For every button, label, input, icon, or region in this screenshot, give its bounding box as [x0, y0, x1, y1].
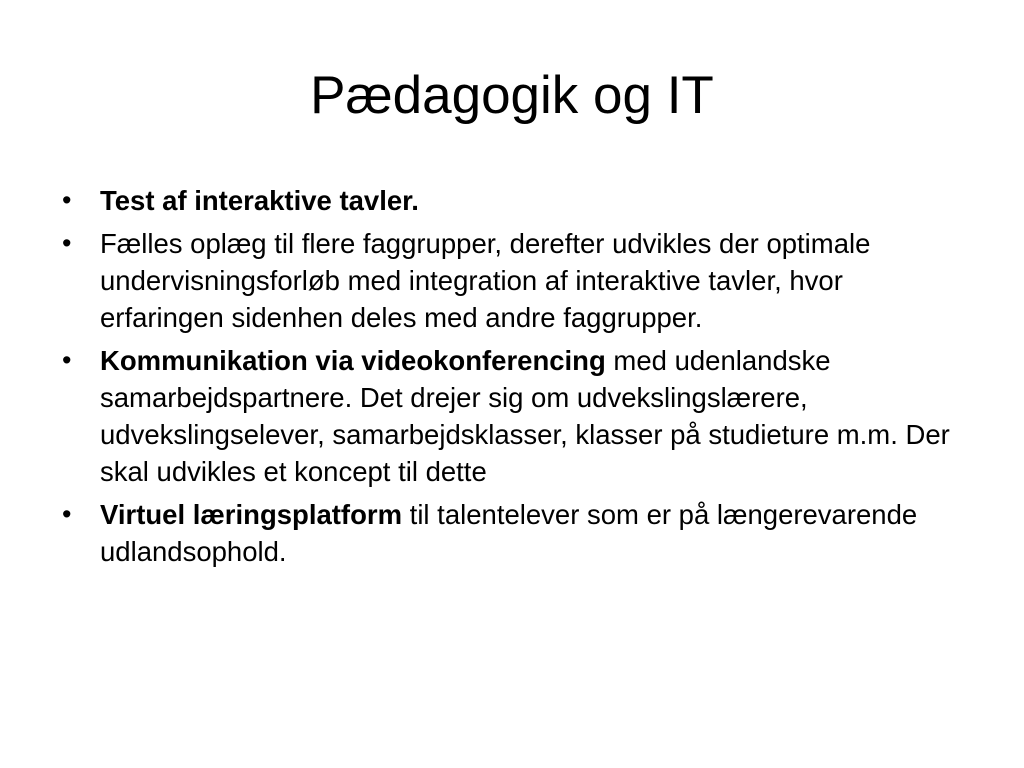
- bullet-item-3: [60, 342, 960, 490]
- bullet-item-1: [60, 182, 960, 219]
- bullet-list: [60, 182, 960, 576]
- bullet-bold-text: Test af interaktive tavler.: [100, 185, 419, 216]
- bullet-dot-icon: •: [62, 345, 72, 375]
- bullet-item-4: [60, 496, 960, 570]
- bullet-bold-text: Virtuel læringsplatform: [100, 499, 403, 530]
- bullet-bold-text: Kommunikation via videokonferencing: [100, 345, 606, 376]
- bullet-text: med udenlandske samarbejdspartnere. Det drejer sig om udvekslingslærere, udvekslingselever, samarbejdsklasser, klasser på studieture m.m. Der skal udvikles et koncept til dette: [100, 345, 950, 487]
- slide-title: Pædagogik og IT: [310, 66, 714, 125]
- bullet-text: til talentelever som er på længerevarende udlandsophold.: [100, 499, 918, 567]
- bullet-dot-icon: •: [62, 185, 72, 215]
- bullet-text: Fælles oplæg til flere faggrupper, derefter udvikles der optimale undervisningsforløb med integration af interaktive tavler, hvor erfaringen sidenhen deles med andre faggrupper.: [100, 228, 871, 333]
- bullet-dot-icon: •: [62, 499, 72, 529]
- bullet-item-2: [60, 225, 960, 336]
- bullet-dot-icon: •: [62, 228, 72, 258]
